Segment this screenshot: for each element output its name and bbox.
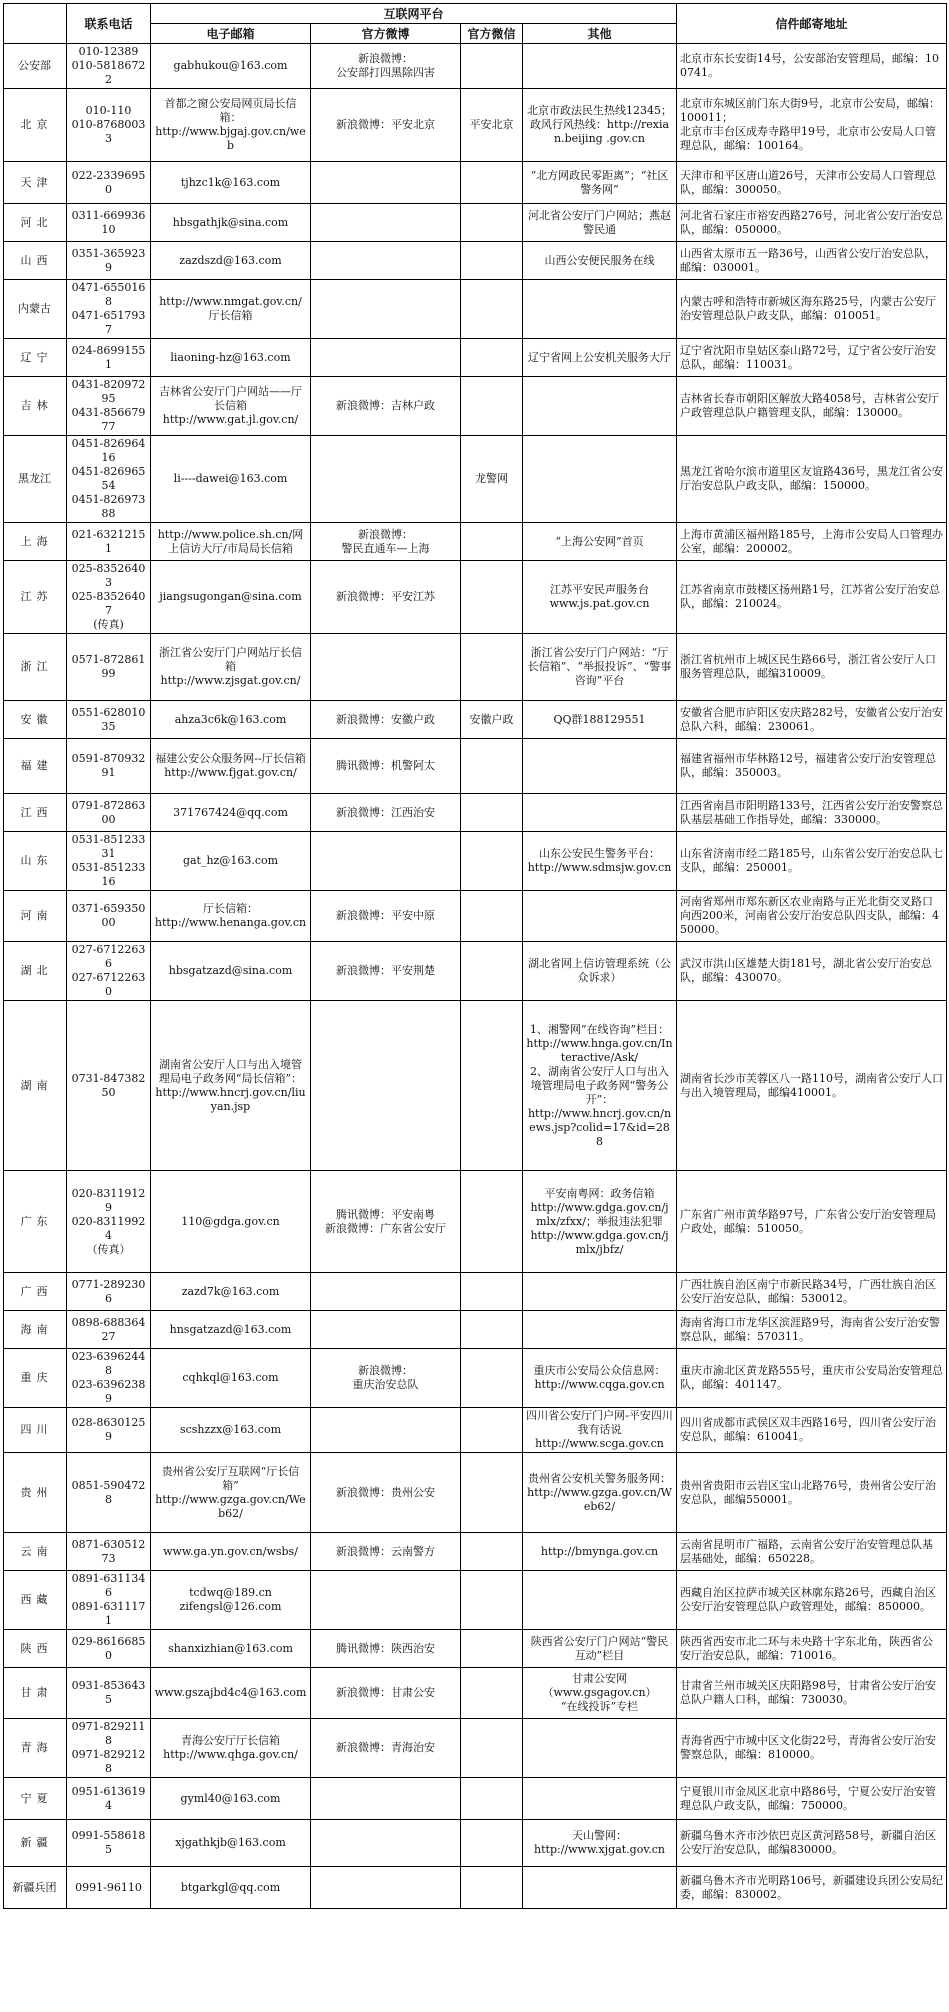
region-cell: 河北 [4,204,67,242]
email-cell: 110@gdga.gov.cn [151,1171,311,1273]
address-cell: 辽宁省沈阳市皇姑区泰山路72号，辽宁省公安厅治安总队，邮编：110031。 [677,339,947,377]
email-cell: cqhkql@163.com [151,1349,311,1408]
phone-cell: 0351-3659239 [67,242,151,280]
table-row [4,1719,947,1778]
other-cell [523,891,677,942]
region-cell: 西藏 [4,1571,67,1630]
other-cell: 重庆市公安局公众信息网： http://www.cqga.gov.cn [523,1349,677,1408]
weibo-cell [311,280,461,339]
weixin-cell [461,739,523,794]
region-cell: 湖北 [4,942,67,1001]
region-cell: 新疆兵团 [4,1867,67,1909]
weibo-cell: 新浪微博： 公安部打四黑除四害 [311,44,461,89]
email-cell: www.ga.yn.gov.cn/wsbs/ [151,1533,311,1571]
phone-cell: 022-23396950 [67,162,151,204]
phone-cell: 0871-63051273 [67,1533,151,1571]
weixin-cell [461,942,523,1001]
email-cell: gat_hz@163.com [151,832,311,891]
region-cell: 内蒙古 [4,280,67,339]
phone-cell: 0531-85123331 0531-85123316 [67,832,151,891]
region-cell: 新疆 [4,1820,67,1867]
weibo-cell [311,1311,461,1349]
other-cell: 北京市政法民生热线12345；政风行风热线：http://rexian.beijing .gov.cn [523,89,677,162]
address-cell: 北京市东长安街14号，公安部治安管理局，邮编：100741。 [677,44,947,89]
phone-cell: 023-63962448 023-63962389 [67,1349,151,1408]
address-cell: 青海省西宁市城中区文化街22号，青海省公安厅治安警察总队，邮编：810000。 [677,1719,947,1778]
header-region [4,4,67,44]
weixin-cell [461,891,523,942]
weixin-cell [461,339,523,377]
weibo-cell: 新浪微博：云南警方 [311,1533,461,1571]
table-row [4,377,947,436]
email-cell: 吉林省公安厅门户网站——厅长信箱 http://www.gat.jl.gov.cn/ [151,377,311,436]
email-cell: 福建公安公众服务网--厅长信箱 http://www.fjgat.gov.cn/ [151,739,311,794]
other-cell [523,1273,677,1311]
email-cell: btgarkgl@qq.com [151,1867,311,1909]
email-cell: gyml40@163.com [151,1778,311,1820]
region-cell: 北京 [4,89,67,162]
address-cell: 天津市和平区唐山道26号，天津市公安局人口管理总队，邮编：300050。 [677,162,947,204]
email-cell: li----dawei@163.com [151,436,311,523]
other-cell: http://bmynga.gov.cn [523,1533,677,1571]
table-row [4,1171,947,1273]
address-cell: 河南省郑州市郑东新区农业南路与正光北街交叉路口向西200米，河南省公安厅治安总队四支队，邮编：450000。 [677,891,947,942]
address-cell: 吉林省长春市朝阳区解放大路4058号，吉林省公安厅户政管理总队户籍管理支队，邮编：130000。 [677,377,947,436]
weibo-cell: 新浪微博：贵州公安 [311,1453,461,1533]
email-cell: scshzzx@163.com [151,1408,311,1453]
phone-cell: 0898-68836427 [67,1311,151,1349]
other-cell [523,1778,677,1820]
table-row [4,701,947,739]
table-row [4,1668,947,1719]
table-row [4,561,947,634]
address-cell: 浙江省杭州市上城区民生路66号，浙江省公安厅人口服务管理总队，邮编310009。 [677,634,947,701]
address-cell: 内蒙古呼和浩特市新城区海东路25号，内蒙古公安厅治安管理总队户政支队，邮编：010051。 [677,280,947,339]
header-weibo: 官方微博 [311,24,461,44]
email-cell: 厅长信箱： http://www.henanga.gov.cn [151,891,311,942]
email-cell: xjgathkjb@163.com [151,1820,311,1867]
other-cell: QQ群188129551 [523,701,677,739]
address-cell: 江苏省南京市鼓楼区扬州路1号，江苏省公安厅治安总队，邮编：210024。 [677,561,947,634]
weixin-cell [461,1349,523,1408]
region-cell: 四川 [4,1408,67,1453]
address-cell: 宁夏银川市金凤区北京中路86号，宁夏公安厅治安管理总队户政支队，邮编：750000。 [677,1778,947,1820]
other-cell: 河北省公安厅门户网站；燕赵警民通 [523,204,677,242]
table-row [4,44,947,89]
address-cell: 四川省成都市武侯区双丰西路16号，四川省公安厅治安总队，邮编：610041。 [677,1408,947,1453]
region-cell: 公安部 [4,44,67,89]
table-body [4,44,947,1909]
other-cell: 辽宁省网上公安机关服务大厅 [523,339,677,377]
weixin-cell [461,1311,523,1349]
weixin-cell [461,1719,523,1778]
email-cell: zazdszd@163.com [151,242,311,280]
phone-cell: 0471-6550168 0471-6517937 [67,280,151,339]
table-row [4,1349,947,1408]
region-cell: 山西 [4,242,67,280]
email-cell: gabhukou@163.com [151,44,311,89]
weixin-cell [461,1820,523,1867]
other-cell: 四川省公安厅门户网-平安四川我有话说 http://www.scga.gov.cn [523,1408,677,1453]
weixin-cell [461,1533,523,1571]
phone-cell: 0311-66993610 [67,204,151,242]
phone-cell: 0591-87093291 [67,739,151,794]
other-cell: 天山警网： http://www.xjgat.gov.cn [523,1820,677,1867]
weixin-cell [461,1273,523,1311]
region-cell: 浙江 [4,634,67,701]
email-cell: hnsgatzazd@163.com [151,1311,311,1349]
weixin-cell [461,561,523,634]
weibo-cell [311,1273,461,1311]
table-row [4,942,947,1001]
region-cell: 安徽 [4,701,67,739]
address-cell: 黑龙江省哈尔滨市道里区友谊路436号，黑龙江省公安厅治安总队户政支队，邮编：150000。 [677,436,947,523]
phone-cell: 010-110 010-87680033 [67,89,151,162]
table-row [4,832,947,891]
email-cell: www.gszajbd4c4@163.com [151,1668,311,1719]
table-row [4,1533,947,1571]
header-phone: 联系电话 [67,4,151,44]
email-cell: hbsgatzazd@sina.com [151,942,311,1001]
header-email: 电子邮箱 [151,24,311,44]
email-cell: 371767424@qq.com [151,794,311,832]
other-cell [523,44,677,89]
weibo-cell: 新浪微博：平安中原 [311,891,461,942]
phone-cell: 021-63212151 [67,523,151,561]
table-row [4,1001,947,1171]
weixin-cell [461,1408,523,1453]
weibo-cell: 腾讯微博：机警阿太 [311,739,461,794]
phone-cell: 0731-84738250 [67,1001,151,1171]
weixin-cell [461,832,523,891]
other-cell: 平安南粤网：政务信箱 http://www.gdga.gov.cn/jmlx/zfxx/；举报违法犯罪 http://www.gdga.gov.cn/jmlx/jbfz/ [523,1171,677,1273]
weixin-cell [461,377,523,436]
weixin-cell [461,1001,523,1171]
other-cell: “北方网政民零距离”；“社区警务网” [523,162,677,204]
weibo-cell: 腾讯微博：平安南粤 新浪微博：广东省公安厅 [311,1171,461,1273]
region-cell: 湖南 [4,1001,67,1171]
weixin-cell [461,1630,523,1668]
weibo-cell [311,1001,461,1171]
weixin-cell [461,1778,523,1820]
other-cell: 湖北省网上信访管理系统（公众诉求） [523,942,677,1001]
other-cell: 山东公安民生警务平台： http://www.sdmsjw.gov.cn [523,832,677,891]
table-row [4,242,947,280]
region-cell: 贵州 [4,1453,67,1533]
region-cell: 宁夏 [4,1778,67,1820]
region-cell: 陕西 [4,1630,67,1668]
email-cell: http://www.nmgat.gov.cn/厅长信箱 [151,280,311,339]
weibo-cell: 新浪微博：江西治安 [311,794,461,832]
address-cell: 陕西省西安市北二环与未央路十字东北角，陕西省公安厅治安总队，邮编：710016。 [677,1630,947,1668]
table-row [4,1867,947,1909]
phone-cell: 0851-5904728 [67,1453,151,1533]
address-cell: 广东省广州市黄华路97号，广东省公安厅治安管理局户政处，邮编：510050。 [677,1171,947,1273]
weibo-cell [311,1408,461,1453]
email-cell: 青海公安厅厅长信箱 http://www.qhga.gov.cn/ [151,1719,311,1778]
address-cell: 甘肃省兰州市城关区庆阳路98号，甘肃省公安厅治安总队户籍人口科，邮编：730030。 [677,1668,947,1719]
phone-cell: 020-83119129 020-83119924 （传真） [67,1171,151,1273]
phone-cell: 0991-96110 [67,1867,151,1909]
region-cell: 重庆 [4,1349,67,1408]
table-row [4,1273,947,1311]
phone-cell: 0551-62801035 [67,701,151,739]
other-cell [523,739,677,794]
weibo-cell: 腾讯微博：陕西治安 [311,1630,461,1668]
weibo-cell: 新浪微博：吉林户政 [311,377,461,436]
phone-cell: 029-86166850 [67,1630,151,1668]
table-row [4,280,947,339]
region-cell: 江西 [4,794,67,832]
weixin-cell [461,1867,523,1909]
region-cell: 黑龙江 [4,436,67,523]
weibo-cell: 新浪微博：安徽户政 [311,701,461,739]
region-cell: 吉林 [4,377,67,436]
weixin-cell [461,204,523,242]
other-cell: 江苏平安民声服务台 www.js.pat.gov.cn [523,561,677,634]
phone-cell: 0571-87286199 [67,634,151,701]
region-cell: 广东 [4,1171,67,1273]
weibo-cell: 新浪微博：平安北京 [311,89,461,162]
table-row [4,1630,947,1668]
weibo-cell: 新浪微博：甘肃公安 [311,1668,461,1719]
other-cell: 1、湘警网“在线咨询”栏目： http://www.hnga.gov.cn/Interactive/Ask/ 2、湖南省公安厅人口与出入境管理局电子政务网“警务公开”： http://www.hncrj.gov.cn/news.jsp?colid=17&id=288 [523,1001,677,1171]
address-cell: 海南省海口市龙华区滨涯路9号，海南省公安厅治安警察总队，邮编：570311。 [677,1311,947,1349]
weixin-cell [461,1668,523,1719]
address-cell: 贵州省贵阳市云岩区宝山北路76号，贵州省公安厅治安总队，邮编550001。 [677,1453,947,1533]
table-row [4,523,947,561]
other-cell [523,280,677,339]
weixin-cell: 安徽户政 [461,701,523,739]
other-cell: 山西公安便民服务在线 [523,242,677,280]
region-cell: 辽宁 [4,339,67,377]
weibo-cell [311,1820,461,1867]
phone-cell: 010-12389 010-58186722 [67,44,151,89]
email-cell: liaoning-hz@163.com [151,339,311,377]
region-cell: 甘肃 [4,1668,67,1719]
phone-cell: 0771-2892306 [67,1273,151,1311]
header-internet-platform: 互联网平台 [151,4,677,24]
phone-cell: 0451-82696416 0451-82696554 0451-82697388 [67,436,151,523]
other-cell: 甘肃公安网 （www.gsgagov.cn） “在线投诉”专栏 [523,1668,677,1719]
weixin-cell [461,1571,523,1630]
table-row [4,1408,947,1453]
table-row [4,1453,947,1533]
weixin-cell [461,44,523,89]
weixin-cell: 平安北京 [461,89,523,162]
other-cell [523,794,677,832]
phone-cell: 024-86991551 [67,339,151,377]
region-cell: 河南 [4,891,67,942]
email-cell: tjhzc1k@163.com [151,162,311,204]
header-address: 信件邮寄地址 [677,4,947,44]
phone-cell: 0371-65935000 [67,891,151,942]
address-cell: 河北省石家庄市裕安西路276号，河北省公安厅治安总队，邮编：050000。 [677,204,947,242]
weibo-cell [311,436,461,523]
weibo-cell [311,1867,461,1909]
phone-cell: 0431-82097295 0431-85667977 [67,377,151,436]
table-row [4,162,947,204]
table-row [4,739,947,794]
email-cell: zazd7k@163.com [151,1273,311,1311]
table-row [4,891,947,942]
phone-cell: 028-86301259 [67,1408,151,1453]
address-cell: 江西省南昌市阳明路133号，江西省公安厅治安警察总队基层基础工作指导处，邮编：330000。 [677,794,947,832]
phone-cell: 027-67122636 027-67122630 [67,942,151,1001]
other-cell [523,1719,677,1778]
other-cell [523,1571,677,1630]
address-cell: 重庆市渝北区黄龙路555号，重庆市公安局治安管理总队，邮编：401147。 [677,1349,947,1408]
region-cell: 福建 [4,739,67,794]
region-cell: 山东 [4,832,67,891]
other-cell [523,1867,677,1909]
table-row [4,89,947,162]
table-row [4,436,947,523]
table-row [4,339,947,377]
weibo-cell [311,162,461,204]
address-cell: 湖南省长沙市芙蓉区八一路110号，湖南省公安厅人口与出入境管理局，邮编410001。 [677,1001,947,1171]
weibo-cell: 新浪微博：平安江苏 [311,561,461,634]
email-cell: hbsgathjk@sina.com [151,204,311,242]
region-cell: 上海 [4,523,67,561]
phone-cell: 0991-5586185 [67,1820,151,1867]
address-cell: 广西壮族自治区南宁市新民路34号，广西壮族自治区公安厅治安总队，邮编：530012。 [677,1273,947,1311]
weixin-cell: 龙警网 [461,436,523,523]
region-cell: 广西 [4,1273,67,1311]
address-cell: 山东省济南市经二路185号，山东省公安厅治安总队七支队，邮编：250001。 [677,832,947,891]
weixin-cell [461,280,523,339]
other-cell: 陕西省公安厅门户网站“警民互动”栏目 [523,1630,677,1668]
table-header [4,4,947,44]
header-weixin: 官方微信 [461,24,523,44]
address-cell: 上海市黄浦区福州路185号，上海市公安局人口管理办公室，邮编：200002。 [677,523,947,561]
weibo-cell [311,634,461,701]
weixin-cell [461,1171,523,1273]
weibo-cell [311,832,461,891]
email-cell: 首都之窗公安局网页局长信箱： http://www.bjgaj.gov.cn/web [151,89,311,162]
other-cell [523,1311,677,1349]
table-row [4,204,947,242]
table-row [4,634,947,701]
weixin-cell [461,523,523,561]
email-cell: ahza3c6k@163.com [151,701,311,739]
address-cell: 西藏自治区拉萨市城关区林廓东路26号，西藏自治区公安厅治安管理总队户政管理处，邮编：850000。 [677,1571,947,1630]
weibo-cell [311,1571,461,1630]
email-cell: 湖南省公安厅人口与出入境管理局电子政务网“局长信箱”： http://www.hncrj.gov.cn/liuyan.jsp [151,1001,311,1171]
weibo-cell [311,1778,461,1820]
weibo-cell: 新浪微博： 警民直通车—上海 [311,523,461,561]
weixin-cell [461,242,523,280]
address-cell: 云南省昆明市广福路，云南省公安厅治安管理总队基层基础处，邮编：650228。 [677,1533,947,1571]
address-cell: 福建省福州市华林路12号，福建省公安厅治安管理总队，邮编：350003。 [677,739,947,794]
address-cell: 新疆乌鲁木齐市沙依巴克区黄河路58号，新疆自治区公安厅治安总队，邮编830000。 [677,1820,947,1867]
email-cell: http://www.police.sh.cn/网上信访大厅/市局局长信箱 [151,523,311,561]
table-row [4,1571,947,1630]
region-cell: 天津 [4,162,67,204]
weibo-cell: 新浪微博：青海治安 [311,1719,461,1778]
other-cell [523,436,677,523]
phone-cell: 0931-8536435 [67,1668,151,1719]
email-cell: 浙江省公安厅门户网站厅长信箱 http://www.zjsgat.gov.cn/ [151,634,311,701]
email-cell: shanxizhian@163.com [151,1630,311,1668]
weibo-cell: 新浪微博： 重庆治安总队 [311,1349,461,1408]
weixin-cell [461,634,523,701]
phone-cell: 0951-6136194 [67,1778,151,1820]
weixin-cell [461,794,523,832]
phone-cell: 0791-87286300 [67,794,151,832]
other-cell: 浙江省公安厅门户网站：“厅长信箱”、“举报投诉”、“警事咨询”平台 [523,634,677,701]
table-row [4,794,947,832]
weibo-cell [311,204,461,242]
email-cell: 贵州省公安厅互联网“厅长信箱” http://www.gzga.gov.cn/Web62/ [151,1453,311,1533]
table-row [4,1820,947,1867]
table-row [4,1778,947,1820]
weibo-cell: 新浪微博：平安荆楚 [311,942,461,1001]
phone-cell: 025-83526403 025-83526407 (传真) [67,561,151,634]
address-cell: 新疆乌鲁木齐市光明路106号，新疆建设兵团公安局纪委，邮编：830002。 [677,1867,947,1909]
header-other: 其他 [523,24,677,44]
other-cell: “上海公安网”首页 [523,523,677,561]
region-cell: 海南 [4,1311,67,1349]
email-cell: tcdwq@189.cn zifengsl@126.com [151,1571,311,1630]
weibo-cell [311,242,461,280]
address-cell: 山西省太原市五一路36号，山西省公安厅治安总队，邮编：030001。 [677,242,947,280]
weibo-cell [311,339,461,377]
phone-cell: 0971-8292118 0971-8292128 [67,1719,151,1778]
region-cell: 云南 [4,1533,67,1571]
other-cell [523,377,677,436]
table-row [4,1311,947,1349]
other-cell: 贵州省公安机关警务服务网： http://www.gzga.gov.cn/Web62/ [523,1453,677,1533]
address-cell: 武汉市洪山区雄楚大街181号，湖北省公安厅治安总队，邮编：430070。 [677,942,947,1001]
police-contact-table [3,3,947,1909]
phone-cell: 0891-6311346 0891-6311171 [67,1571,151,1630]
region-cell: 江苏 [4,561,67,634]
address-cell: 北京市东城区前门东大街9号，北京市公安局，邮编：100011； 北京市丰台区成寿寺路甲19号，北京市公安局人口管理总队，邮编：100164。 [677,89,947,162]
weixin-cell [461,1453,523,1533]
region-cell: 青海 [4,1719,67,1778]
email-cell: jiangsugongan@sina.com [151,561,311,634]
weixin-cell [461,162,523,204]
address-cell: 安徽省合肥市庐阳区安庆路282号，安徽省公安厅治安总队六科，邮编：230061。 [677,701,947,739]
